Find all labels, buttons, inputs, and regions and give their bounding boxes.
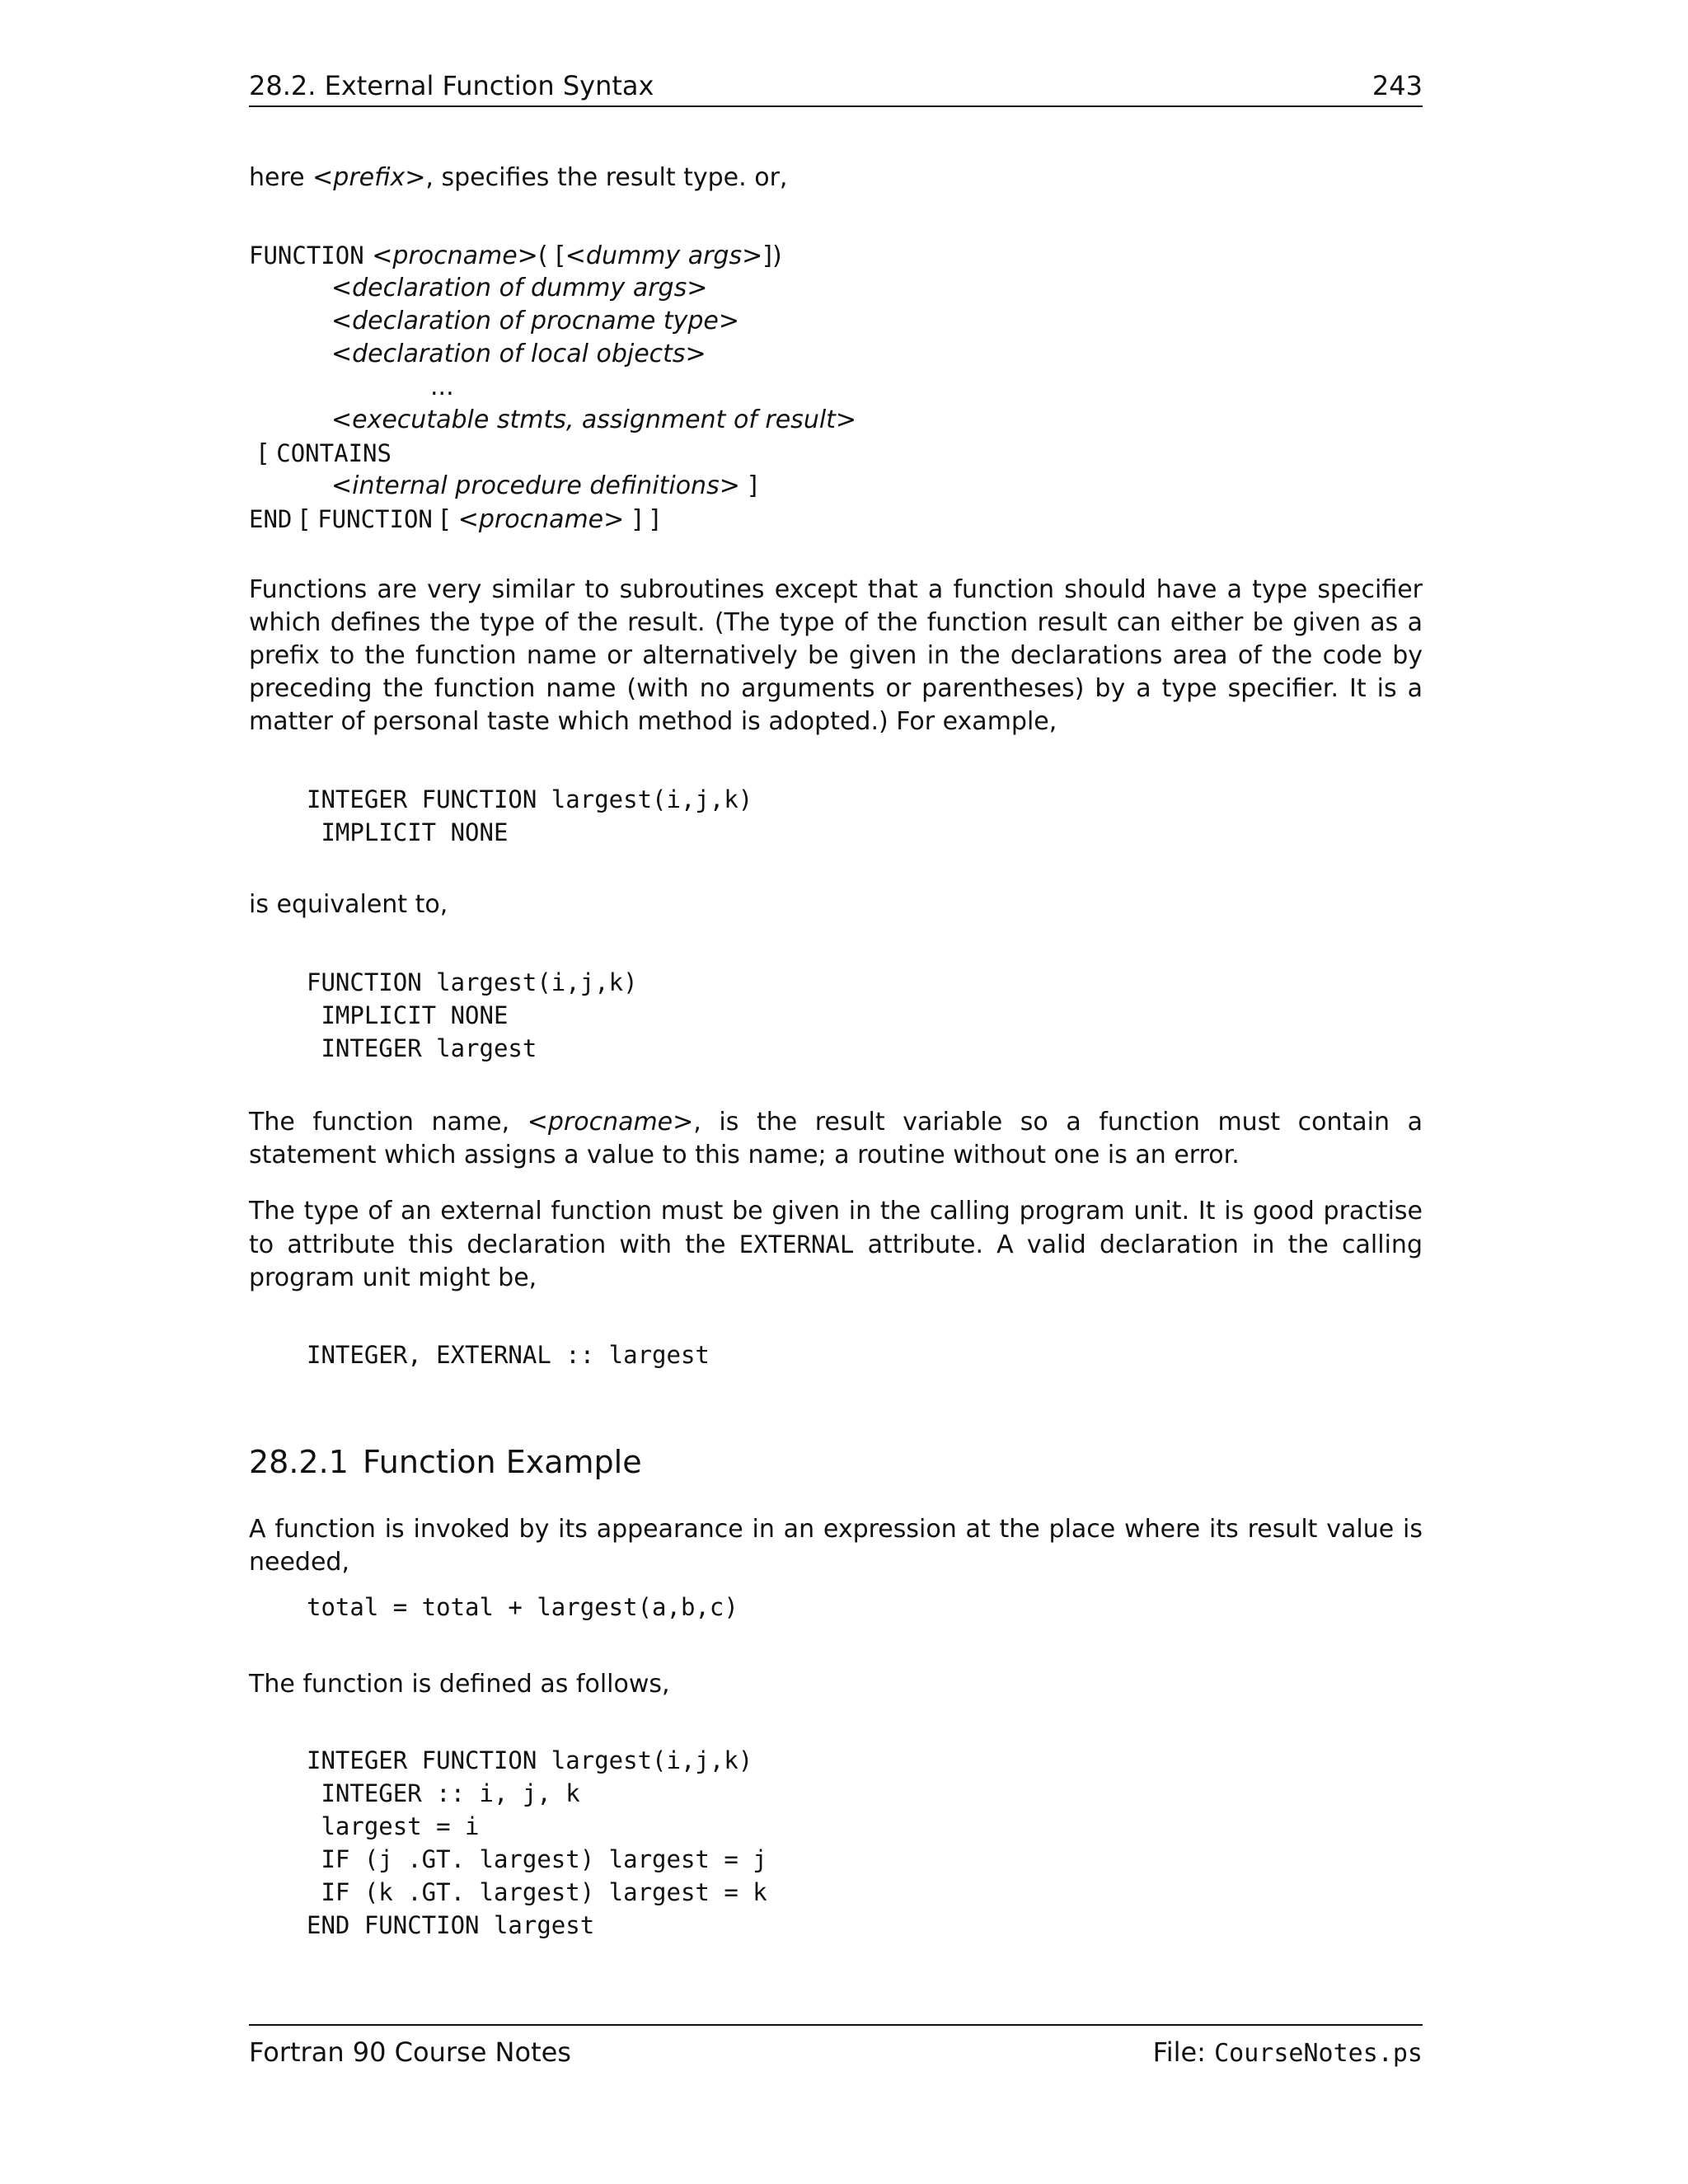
- paragraph-definition: The function is defined as follows,: [249, 1670, 670, 1699]
- page-number: 243: [1372, 70, 1423, 101]
- syntax-line: [249, 338, 856, 371]
- footer-file-name: CourseNotes.ps: [1214, 2039, 1423, 2068]
- syntax-line: [249, 470, 856, 503]
- function-syntax-block: [249, 239, 856, 536]
- syntax-placeholder: <declaration of local objects>: [331, 340, 706, 368]
- syntax-placeholder: <procname>: [457, 505, 625, 534]
- footer-course-title: Fortran 90 Course Notes: [249, 2036, 571, 2068]
- syntax-line: [249, 272, 856, 305]
- subsection-title: Function Example: [363, 1444, 642, 1480]
- syntax-bracket: [: [440, 505, 451, 534]
- paragraph-invocation: A function is invoked by its appearance in an expression at the place where its result value is needed,: [249, 1515, 1423, 1577]
- text-run: The type of an external function must be given in the calling program unit. It is good practise to attribute this declaration with the: [249, 1197, 1423, 1259]
- code-line: FUNCTION largest(i,j,k): [307, 968, 638, 996]
- intro-text: here: [249, 163, 313, 192]
- syntax-bracket: ( [: [537, 241, 565, 270]
- syntax-bracket: [: [259, 439, 269, 468]
- syntax-line: [249, 437, 856, 470]
- syntax-placeholder: <procname>: [372, 241, 538, 270]
- document-page: [249, 0, 1423, 2184]
- text-run: attribute. A valid declaration in the calling program unit might be,: [249, 1230, 1423, 1292]
- text-run: , is the result variable so a function must contain a statement which assigns a value to this name; a routine without one is an error.: [249, 1108, 1423, 1169]
- code-block: [307, 1338, 710, 1371]
- code-line: INTEGER, EXTERNAL :: largest: [307, 1341, 710, 1369]
- page-header: [249, 69, 1423, 107]
- intro-line: [249, 162, 1423, 194]
- code-line: largest = i: [307, 1812, 480, 1840]
- syntax-ellipsis: ...: [430, 373, 454, 401]
- code-line: INTEGER FUNCTION largest(i,j,k): [307, 785, 753, 813]
- syntax-placeholder: <dummy args>: [565, 241, 763, 270]
- code-block: [307, 966, 638, 1065]
- syntax-line: [249, 371, 856, 404]
- code-line: INTEGER FUNCTION largest(i,j,k): [307, 1746, 753, 1774]
- code-block: [307, 1744, 767, 1942]
- syntax-line: [249, 404, 856, 437]
- footer-file: [1153, 2032, 1423, 2072]
- external-keyword: EXTERNAL: [738, 1230, 855, 1258]
- code-block: [307, 783, 753, 849]
- paragraph-equivalent: is equivalent to,: [249, 890, 448, 919]
- syntax-placeholder: <declaration of procname type>: [331, 307, 740, 335]
- code-line: IF (k .GT. largest) largest = k: [307, 1878, 767, 1906]
- paragraph-result-variable: [249, 1106, 1423, 1172]
- syntax-bracket: ]): [762, 241, 782, 270]
- syntax-bracket: ]: [748, 471, 758, 500]
- code-block: [307, 1591, 738, 1624]
- syntax-bracket: ] ]: [631, 505, 659, 534]
- code-line: total = total + largest(a,b,c): [307, 1593, 738, 1621]
- subsection-number: 28.2.1: [249, 1444, 349, 1480]
- syntax-bracket: [: [299, 505, 310, 534]
- code-line: END FUNCTION largest: [307, 1911, 595, 1939]
- code-line: IMPLICIT NONE: [307, 818, 509, 846]
- syntax-placeholder: <executable stmts, assignment of result>: [331, 405, 857, 434]
- intro-rest: , specifies the result type. or,: [425, 163, 788, 192]
- prefix-placeholder: <prefix>: [312, 163, 426, 192]
- page-footer: [249, 2024, 1423, 2072]
- syntax-keyword: END: [249, 505, 293, 533]
- paragraph-external-type: [249, 1195, 1423, 1295]
- syntax-placeholder: <internal procedure definitions>: [331, 471, 740, 500]
- text-run: The function name,: [249, 1108, 528, 1137]
- code-line: INTEGER :: i, j, k: [307, 1779, 580, 1807]
- code-line: INTEGER largest: [307, 1034, 537, 1062]
- section-title: 28.2. External Function Syntax: [249, 70, 654, 101]
- syntax-keyword: FUNCTION: [249, 241, 364, 269]
- syntax-placeholder: <declaration of dummy args>: [331, 274, 708, 302]
- code-line: IF (j .GT. largest) largest = j: [307, 1845, 767, 1873]
- footer-file-label: File:: [1152, 2036, 1215, 2068]
- syntax-keyword: CONTAINS: [276, 439, 392, 467]
- syntax-line: [249, 503, 856, 536]
- syntax-line: [249, 305, 856, 338]
- syntax-line: [249, 239, 856, 272]
- code-line: IMPLICIT NONE: [307, 1001, 509, 1029]
- subsection-heading: [249, 1442, 642, 1482]
- paragraph-functions: Functions are very similar to subroutines except that a function should have a type specifier which defines the type of the result. (The type of the function result can either be given as a prefix to the function name or alternatively be given in the declarations area of the code by preceding the function name (with no arguments or parentheses) by a type specifier. It is a matter of personal taste which method is adopted.) For example,: [249, 575, 1423, 736]
- procname-placeholder: <procname>: [527, 1108, 694, 1137]
- syntax-keyword: FUNCTION: [317, 505, 433, 533]
